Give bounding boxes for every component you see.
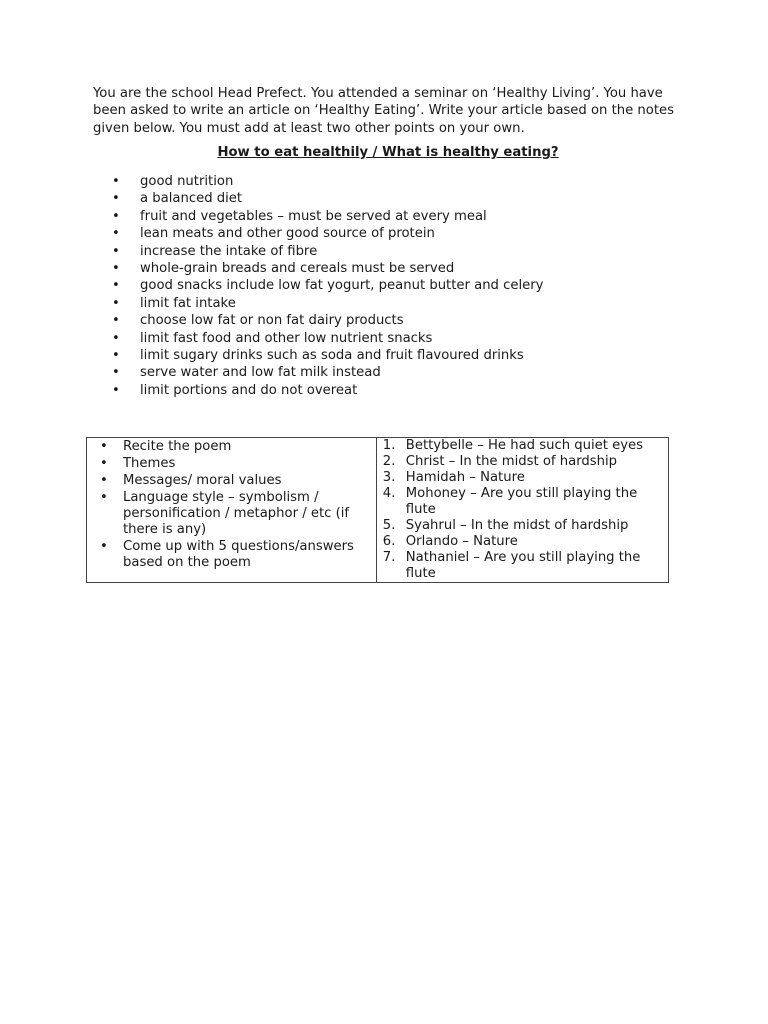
poem-number: 4. bbox=[382, 486, 396, 501]
poem-item bbox=[377, 518, 664, 534]
intro-paragraph: You are the school Head Prefect. You attended a seminar on ‘Healthy Living’. You have been asked to write an article on ‘Healthy Eating’. Write your article based on the notes given below. You must add at least two other points on your own. bbox=[93, 86, 675, 136]
poem-text: Christ – In the midst of hardship bbox=[405, 454, 618, 469]
poem-task-table bbox=[86, 437, 669, 583]
list-item: • serve water and low fat milk instead bbox=[112, 364, 672, 381]
poem-item bbox=[377, 454, 664, 470]
poem-number: 5. bbox=[382, 518, 396, 533]
healthy-eating-list bbox=[112, 173, 672, 399]
task-item: • Language style – symbolism / personification / metaphor / etc (if there is any) bbox=[87, 490, 372, 538]
list-item: • limit portions and do not overeat bbox=[112, 382, 672, 399]
poem-text: Nathaniel – Are you still playing the flute bbox=[405, 550, 641, 581]
list-item: • good snacks include low fat yogurt, peanut butter and celery bbox=[112, 277, 672, 294]
section-heading: How to eat healthily / What is healthy eating? bbox=[217, 145, 559, 160]
list-item: • limit fast food and other low nutrient snacks bbox=[112, 330, 672, 347]
list-item: • good nutrition bbox=[112, 173, 672, 190]
poem-number: 1. bbox=[382, 438, 396, 453]
task-list bbox=[87, 439, 376, 575]
poem-number: 7. bbox=[382, 550, 396, 565]
task-item: • Recite the poem bbox=[87, 439, 372, 455]
list-item: • limit fat intake bbox=[112, 295, 672, 312]
list-item: • lean meats and other good source of protein bbox=[112, 225, 672, 242]
poem-text: Orlando – Nature bbox=[405, 534, 518, 549]
poem-text: Bettybelle – He had such quiet eyes bbox=[405, 438, 644, 453]
list-item: • fruit and vegetables – must be served at every meal bbox=[112, 208, 672, 225]
poem-text: Syahrul – In the midst of hardship bbox=[405, 518, 629, 533]
task-item: • Themes bbox=[87, 456, 372, 472]
list-item: • a balanced diet bbox=[112, 190, 672, 207]
task-cell bbox=[87, 438, 377, 583]
poem-list bbox=[377, 438, 668, 582]
poem-number: 2. bbox=[382, 454, 396, 469]
poem-item bbox=[377, 534, 664, 550]
poem-text: Mohoney – Are you still playing the flute bbox=[405, 486, 638, 517]
poem-item bbox=[377, 486, 664, 518]
table-row bbox=[87, 438, 669, 583]
poem-text: Hamidah – Nature bbox=[405, 470, 525, 485]
list-item: • whole-grain breads and cereals must be served bbox=[112, 260, 672, 277]
list-item: • choose low fat or non fat dairy products bbox=[112, 312, 672, 329]
poem-item bbox=[377, 470, 664, 486]
poem-cell bbox=[376, 438, 668, 583]
task-item: • Messages/ moral values bbox=[87, 473, 372, 489]
task-item: • Come up with 5 questions/answers based on the poem bbox=[87, 539, 372, 571]
list-item: • increase the intake of fibre bbox=[112, 243, 672, 260]
list-item: • limit sugary drinks such as soda and fruit flavoured drinks bbox=[112, 347, 672, 364]
poem-number: 3. bbox=[382, 470, 396, 485]
poem-number: 6. bbox=[382, 534, 396, 549]
poem-item bbox=[377, 550, 664, 582]
poem-item bbox=[377, 438, 664, 454]
